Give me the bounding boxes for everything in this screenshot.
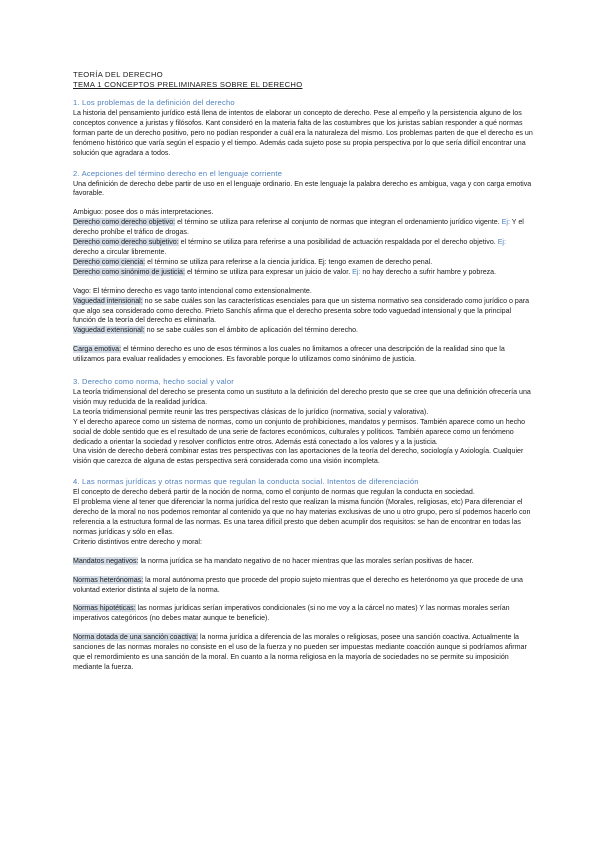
term-derecho-justicia: Derecho como sinónimo de justicia: [73,267,185,276]
normas-heteronomas [73,576,533,596]
term-derecho-objetivo: Derecho como derecho objetivo: [73,218,176,227]
section-3-p2: La teoría tridimensional permite reunir las tres perspectivas clásicas de lo jurídico (normativa, social y valorativa). [73,407,429,416]
section-4-p1: El concepto de derecho deberá partir de la noción de norma, como el conjunto de normas que regulan la conducta en sociedad. [73,488,475,497]
vaguedad-extensional [73,326,533,336]
term-vaguedad-extensional: Vaguedad extensional: [73,326,145,335]
term-vaguedad-intensional: Vaguedad intensional: [73,296,143,305]
section-1-heading: 1. Los problemas de la definición del derecho [73,98,235,107]
hipoteticas-text: las normas jurídicas serían imperativos condicionales (si no me voy a la cárcel no mates) Y las normas morales serían imperativos categóricos (no debes matar aunque te beneficie). [73,604,510,623]
ambiguo-subjetivo [73,238,533,258]
section-4-heading: 4. Las normas jurídicas y otras normas que regulan la conducta social. Intentos de diferenciación [73,477,419,487]
term-carga-emotiva: Carga emotiva: [73,345,122,354]
carga-emotiva [73,345,533,365]
objetivo-text: el término se utiliza para referirse al conjunto de normas que integran el ordenamiento jurídico vigente. [175,218,502,227]
section-1-paragraph: La historia del pensamiento jurídico está llena de intentos de elaborar un concepto de derecho. Pese al empeño y la persistencia alguno de los conceptos convence a juristas y filósofos. Kant consideró en la materia falta de las costumbres que los juristas sabían responder a qué normas forman parte de un derecho positivo, pero no podían responder a cuál era la naturaleza del mismo. Los problemas parten de que el derecho es un fenómeno histórico que varía según el espacio y el tiempo. Además cada sujeto pose su propia perspectiva por lo que sería difícil encontrar una solución que agradara a todos. [73,109,533,157]
term-normas-heteronomas: Normas heterónomas: [73,575,144,584]
normas-hipoteticas [73,604,533,624]
section-4-p3: Criterio distintivos entre derecho y moral: [73,537,202,546]
term-derecho-subjetivo: Derecho como derecho subjetivo: [73,238,179,247]
subjetivo-text: el término se utiliza para referirse a una posibilidad de actuación respaldada por el derecho objetivo. [178,238,498,247]
mandatos-text: la norma jurídica se ha mandato negativo de no hacer mientras que las morales serían positivas de hacer. [138,556,474,565]
coactiva-text: la norma jurídica a diferencia de las morales o religiosas, posee una sanción coactiva. Actualmente la sanciones de las normas morales no consiste en el uso de la fuerza y no pueden ser impuestas mediante coacción aunque si podríamos afirmar que el remordimiento es una sanción de la moral. En cuanto a la norma religiosa en la mayoría de sociedades no se permite su imposición mediante la fuerza. [73,633,527,671]
section-3-p4: Una visión de derecho deberá combinar estas tres perspectivas con las aportaciones de la teoría del derecho, sociología y Axiología. Cualquier visión que carezca de alguna de estas perspectiva será considerada como una visión incompleta. [73,447,524,466]
course-title: TEORÍA DEL DERECHO [73,70,163,79]
section-3-p3: Y el derecho aparece como un sistema de normas, como un conjunto de prohibiciones, mandatos y permisos. También aparece como un hecho social de doble sentido que es el resultado de una serie de factores económicos, culturales y políticos. También aparece como un fenómeno dedicado a orientar la sociedad y resolver conflictos entre otros. Además está conectado a los valores y a la justicia. [73,417,526,446]
subjetivo-example: derecho a circular libremente. [73,247,167,256]
document-body [73,70,533,673]
justicia-example: no hay derecho a sufrir hambre y pobreza. [360,267,497,276]
objetivo-ej: Ej: [501,218,510,227]
term-normas-hipoteticas: Normas hipotéticas: [73,604,136,613]
section-3-p1: La teoría tridimensional del derecho se presenta como un sustituto a la definición del derecho presto que se cree que una definición ofrecería una visión muy reducida de la realidad jurídica. [73,388,531,406]
heteronomas-text: la moral autónoma presto que procede del propio sujeto mientras que el derecho es heterónomo ya que procede de una voluntad exterior distinta al sujeto de la norma. [73,575,523,594]
mandatos-negativos [73,557,533,567]
term-derecho-ciencia: Derecho como ciencia: [73,257,146,266]
justicia-ej: Ej: [352,267,361,276]
section-2-heading: 2. Acepciones del término derecho en el lenguaje corriente [73,168,283,178]
intensional-text: no se sabe cuáles son las características esenciales para que un sistema normativo sea considerado como jurídico o para que algo sea considerado como derecho. Prieto Sanchís afirma que el derecho presenta sobre todo vaguedad intensional y que la principal función de la teoría del derecho es eliminarla. [73,296,530,325]
section-2-intro: Una definición de derecho debe partir de uso en el lenguaje ordinario. En este lenguaje la palabra derecho es ambigua, vaga y con carga emotiva favorable. [73,179,532,198]
tema-title: TEMA 1 CONCEPTOS PRELIMINARES SOBRE EL DERECHO [73,80,303,89]
term-mandatos-negativos: Mandatos negativos: [73,556,139,565]
section-3-heading: 3. Derecho como norma, hecho social y valor [73,377,234,387]
vaguedad-intensional [73,297,533,327]
term-sancion-coactiva: Norma dotada de una sanción coactiva: [73,633,199,642]
emotiva-text: el término derecho es uno de esos términos a los cuales no limitamos a ofrecer una descripción de la realidad sino que la utilizamos para evaluar realidades y emociones. Es favorable porque lo utilizamos como sinónimo de justicia. [73,345,505,364]
ambiguo-ciencia [73,258,533,268]
ciencia-text: el término se utiliza para referirse a la ciencia jurídica. Ej: tengo examen de derecho penal. [145,257,433,266]
section-4-p2: El problema viene al tener que diferenciar la norma jurídica del resto que realizan la misma función (Morales, religiosas, etc) Para diferenciar el derecho de la moral no nos podemos remontar al contenido ya que no hay materias exclusivas de uno u otro grupo, pero sí podemos hacerlo con referencia a la estructura formal de las normas. Es una tarea difícil presto que deben acumplir dos requisitos: se han de encontrar en todas las normas jurídicas y sólo en ellas. [73,498,531,536]
justicia-text: el término se utiliza para expresar un juicio de valor. [184,267,353,276]
ambiguo-objetivo [73,218,533,238]
extensional-text: no se sabe cuáles son el ámbito de aplicación del término derecho. [144,326,358,335]
objetivo-example: Y el derecho prohíbe el tráfico de drogas. [73,218,524,237]
vago-lead: Vago: El término derecho es vago tanto intencional como extensionalmente. [73,286,312,295]
subjetivo-ej: Ej: [497,238,506,247]
sancion-coactiva [73,633,533,673]
ambiguo-lead: Ambiguo: posee dos o más interpretaciones. [73,208,214,217]
ambiguo-justicia [73,268,533,278]
